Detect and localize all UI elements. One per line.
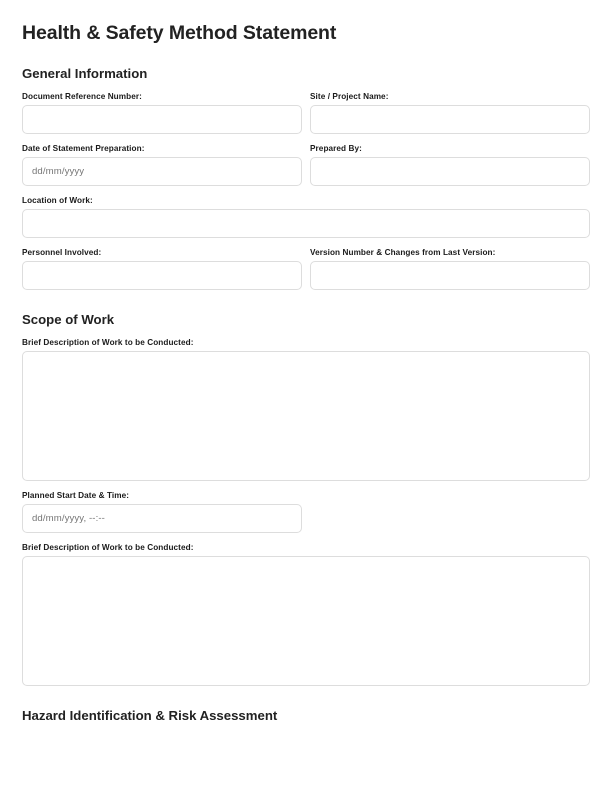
input-site-project-name[interactable]: [310, 105, 590, 134]
row-planned-start-date-time: [22, 490, 590, 533]
input-version-number-changes[interactable]: [310, 261, 590, 290]
row-date-and-prepared-by: [22, 143, 590, 186]
row-personnel-and-version: [22, 247, 590, 290]
field-group-location-of-work: [22, 195, 590, 238]
label-personnel-involved: Personnel Involved:: [22, 248, 102, 257]
section-heading-general-information: General Information: [22, 66, 148, 81]
label-prepared-by: Prepared By:: [310, 144, 362, 153]
row-brief-description-2: [22, 542, 590, 686]
label-site-project-name: Site / Project Name:: [310, 92, 389, 101]
label-planned-start-date-time: Planned Start Date & Time:: [22, 491, 130, 500]
label-brief-description-1: Brief Description of Work to be Conducted:: [22, 338, 194, 347]
row-location-of-work: [22, 195, 590, 238]
input-document-reference-number[interactable]: [22, 105, 302, 134]
field-group-planned-start-date-time: [22, 490, 302, 533]
field-group-document-reference-number: [22, 91, 302, 134]
textarea-brief-description-2[interactable]: [22, 556, 590, 686]
page-title: Health & Safety Method Statement: [22, 22, 337, 44]
input-prepared-by[interactable]: [310, 157, 590, 186]
field-group-brief-description-2: [22, 542, 590, 686]
input-date-of-statement-preparation[interactable]: [22, 157, 302, 186]
label-date-of-statement-preparation: Date of Statement Preparation:: [22, 144, 145, 153]
section-heading-hazard-identification: Hazard Identification & Risk Assessment: [22, 708, 278, 723]
label-brief-description-2: Brief Description of Work to be Conducted:: [22, 543, 194, 552]
field-group-personnel-involved: [22, 247, 302, 290]
label-version-number-changes: Version Number & Changes from Last Version:: [310, 248, 496, 257]
field-group-brief-description-1: [22, 337, 590, 481]
field-group-date-of-statement-preparation: [22, 143, 302, 186]
field-group-version-number-changes: [310, 247, 590, 290]
label-location-of-work: Location of Work:: [22, 196, 93, 205]
field-group-prepared-by: [310, 143, 590, 186]
row-reference-and-site: [22, 91, 590, 134]
input-planned-start-date-time[interactable]: [22, 504, 302, 533]
input-location-of-work[interactable]: [22, 209, 590, 238]
row-brief-description-1: [22, 337, 590, 481]
placeholder-date-of-statement-preparation: dd/mm/yyyy: [32, 166, 85, 177]
field-group-site-project-name: [310, 91, 590, 134]
placeholder-planned-start-date-time: dd/mm/yyyy, --:--: [32, 513, 105, 524]
input-personnel-involved[interactable]: [22, 261, 302, 290]
textarea-brief-description-1[interactable]: [22, 351, 590, 481]
section-heading-scope-of-work: Scope of Work: [22, 312, 115, 327]
label-document-reference-number: Document Reference Number:: [22, 92, 142, 101]
